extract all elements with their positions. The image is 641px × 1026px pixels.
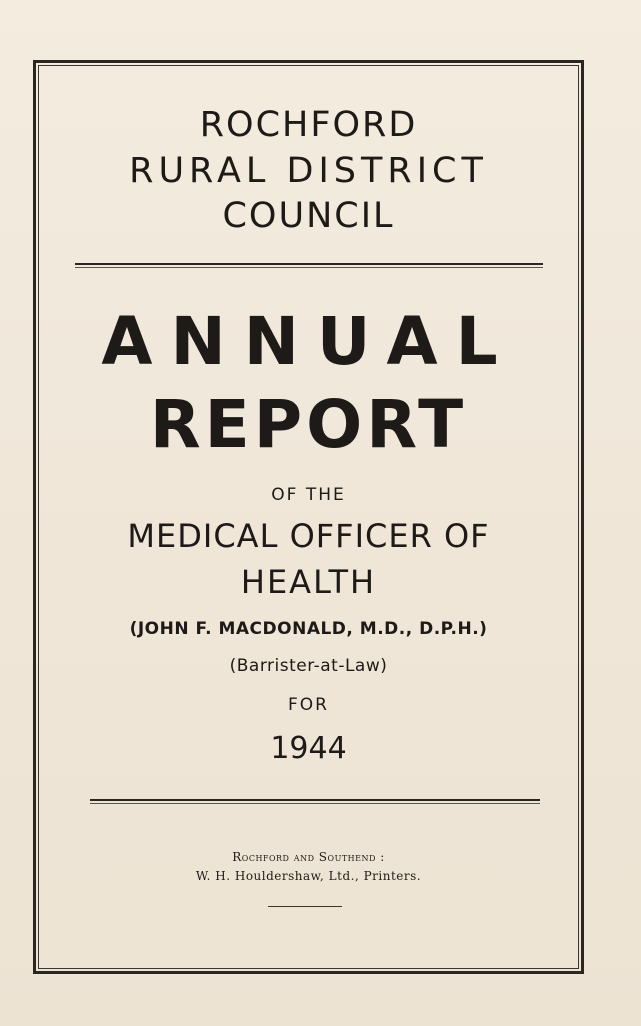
divider-top-thin [75,267,543,268]
author-name: (JOHN F. MACDONALD, M.D., D.P.H.) [129,619,488,639]
officer-title-line-2: HEALTH [240,563,377,601]
printer-name: W. H. Houldershaw, Ltd., Printers. [195,869,422,883]
council-name-line-1: ROCHFORD [199,105,418,145]
report-title-line-1: ANNUAL [101,303,516,380]
report-year: 1944 [270,731,347,766]
divider-top [75,263,543,265]
divider-bottom [90,799,540,801]
council-name-line-2: RURAL DISTRICT [129,151,488,191]
of-the-label: OF THE [271,485,346,505]
divider-footer [268,906,342,907]
author-qualification: (Barrister-at-Law) [229,656,388,676]
officer-title-line-1: MEDICAL OFFICER OF [127,517,490,555]
report-title-line-2: REPORT [149,386,468,463]
divider-bottom-thin [90,803,540,804]
printer-location: Rochford and Southend : [232,850,385,864]
council-name-line-3: COUNCIL [222,196,395,236]
for-label: FOR [288,695,329,715]
